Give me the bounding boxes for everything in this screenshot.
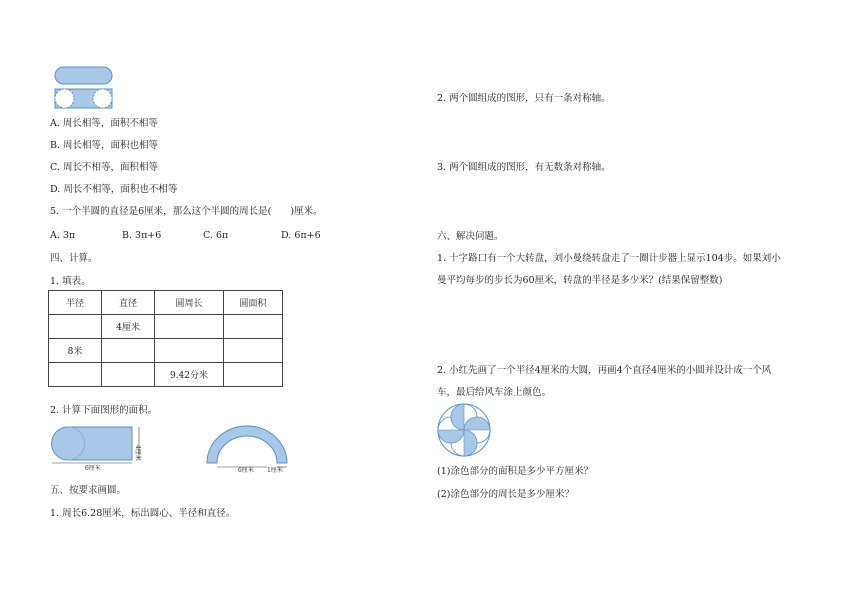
fill-table-title: 1. 填表。	[50, 276, 91, 287]
table-header: 圆周长	[155, 291, 224, 315]
draw-question-1: 1. 周长6.28厘米，标出圆心、半径和直径。	[50, 508, 236, 519]
question-5: 5. 一个半圆的直径是6厘米，那么这个半圆的周长是( )厘米。	[50, 206, 323, 217]
problem-1-line-2: 曼平均每步的步长为60厘米，转盘的半径是多少米？(结果保留整数)	[437, 275, 723, 286]
table-cell	[102, 339, 155, 363]
semicircle-rect-figure	[50, 424, 145, 464]
problem-2-question-2: (2)涂色部分的周长是多少厘米？	[437, 489, 574, 500]
section-6-heading: 六、解决问题。	[437, 231, 504, 242]
table-cell	[49, 315, 102, 339]
problem-2-line-2: 车，最后给风车涂上颜色。	[437, 387, 552, 398]
table-header: 圆面积	[224, 291, 283, 315]
problem-2-question-1: (1)涂色部分的面积是多少平方厘米？	[437, 466, 593, 477]
table-cell	[224, 339, 283, 363]
q5-option-a: A. 3π	[50, 230, 76, 241]
table-cell: 8米	[49, 339, 102, 363]
option-c: C. 周长不相等，面积相等	[50, 162, 158, 173]
draw-question-2: 2. 两个圆组成的图形，只有一条对称轴。	[437, 93, 611, 104]
table-cell	[224, 363, 283, 387]
rounded-rect-figure	[54, 66, 114, 86]
q5-option-b: B. 3π+6	[122, 230, 162, 241]
fig2-label-b: 1厘米	[267, 467, 283, 474]
problem-1-line-1: 1. 十字路口有一个大转盘，刘小曼绕转盘走了一圈计步器上显示104步。如果刘小	[437, 253, 781, 264]
table-cell	[49, 363, 102, 387]
table-cell	[155, 339, 224, 363]
fig1-height-label: 4厘米	[134, 445, 141, 461]
q5-option-d: D. 6π+6	[281, 230, 321, 241]
problem-2-line-1: 2. 小红先画了一个半径4厘米的大圆，再画4个直径4厘米的小圆并设计成一个风	[437, 365, 772, 376]
area-question-title: 2. 计算下面图形的面积。	[50, 405, 158, 416]
draw-question-3: 3. 两个圆组成的图形，有无数条对称轴。	[437, 162, 611, 173]
fig2-label-a: 6厘米	[238, 467, 254, 474]
table-cell	[224, 315, 283, 339]
table-cell	[102, 363, 155, 387]
fig1-width-label: 6厘米	[85, 465, 101, 472]
fill-table	[48, 290, 283, 387]
option-a: A. 周长相等，面积不相等	[50, 118, 158, 129]
circles-rect-figure	[54, 88, 114, 110]
option-b: B. 周长相等，面积也相等	[50, 140, 159, 151]
section-4-heading: 四、计算。	[50, 253, 98, 264]
option-d: D. 周长不相等，面积也不相等	[50, 184, 178, 195]
table-cell	[155, 315, 224, 339]
section-5-heading: 五、按要求画圆。	[50, 485, 127, 496]
table-header: 半径	[49, 291, 102, 315]
table-header: 直径	[102, 291, 155, 315]
windmill-figure	[436, 402, 492, 458]
q5-option-c: C. 6π	[203, 230, 229, 241]
table-cell: 9.42分米	[155, 363, 224, 387]
table-cell: 4厘米	[102, 315, 155, 339]
semicircle-ring-figure	[205, 423, 290, 471]
